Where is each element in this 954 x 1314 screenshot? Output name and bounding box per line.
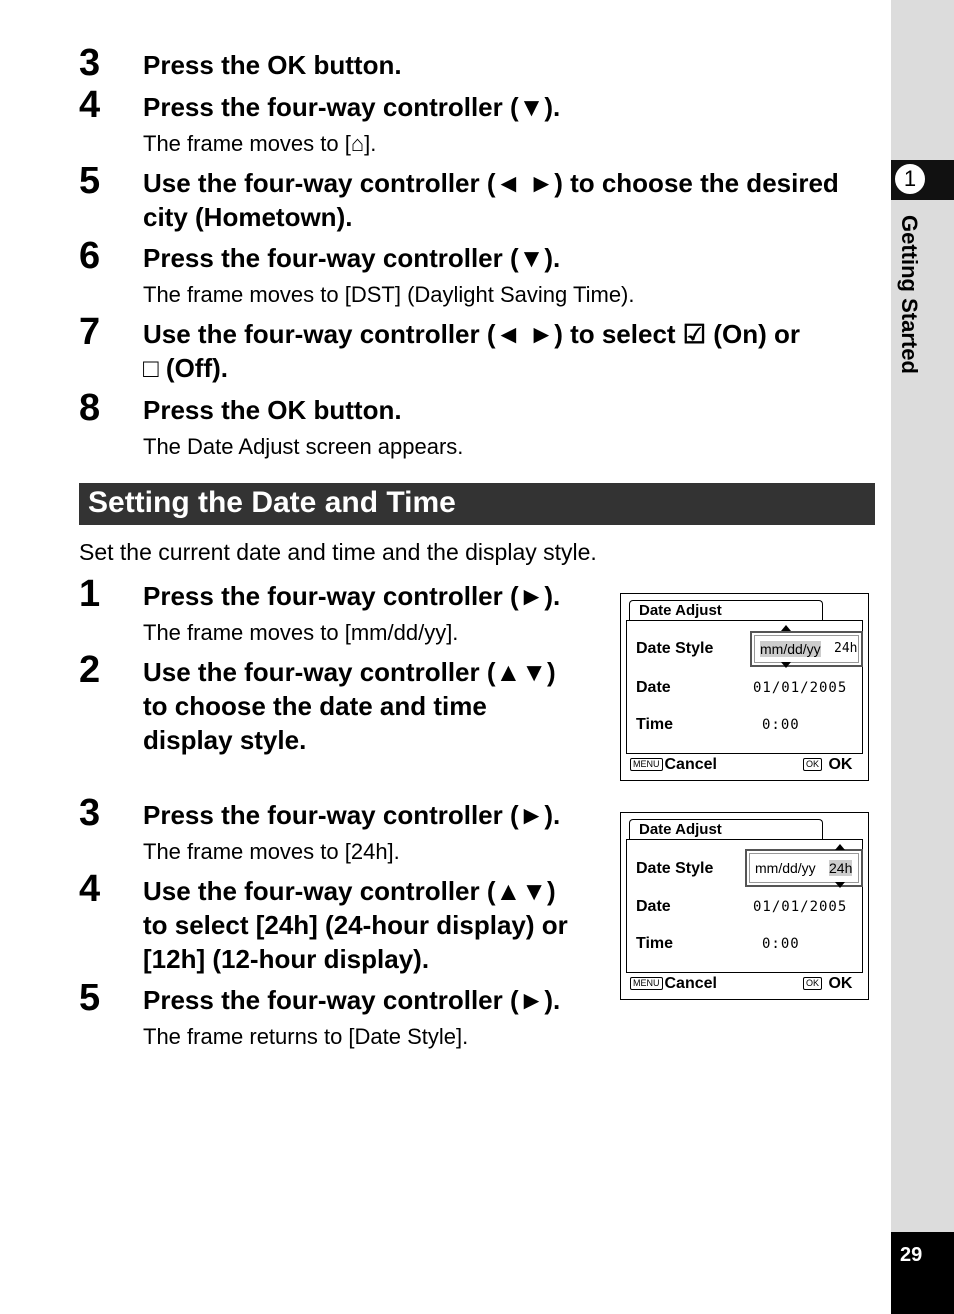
step-title: Use the four-way controller (▲▼)	[143, 876, 556, 906]
time-value: 0:00	[762, 717, 800, 733]
date-style-selector	[750, 631, 863, 667]
step-description: The frame returns to [Date Style].	[143, 1024, 469, 1049]
step-title: Press the four-way controller (►).	[143, 581, 561, 611]
step-number: 3	[79, 792, 101, 834]
ok-label: OK	[828, 975, 853, 992]
ok-key-icon: OK	[803, 977, 822, 990]
step-number: 1	[79, 573, 101, 615]
ok-hint	[803, 756, 852, 774]
time-label: Time	[636, 935, 674, 952]
cancel-label: Cancel	[664, 975, 717, 992]
step-title: Press the OK button.	[143, 50, 402, 80]
step-title: Press the four-way controller (►).	[143, 800, 561, 830]
up-arrow-icon	[781, 625, 791, 631]
down-arrow-icon	[835, 882, 845, 888]
time-label: Time	[636, 716, 674, 733]
step-number: 5	[79, 160, 101, 202]
screen-panel	[626, 839, 863, 973]
page-number: 29	[900, 1244, 923, 1266]
cancel-hint	[630, 756, 717, 774]
date-value: 01/01/2005	[753, 680, 848, 696]
step-title-cont: □ (Off).	[143, 353, 229, 383]
step-number: 8	[79, 387, 101, 429]
step-number: 6	[79, 235, 101, 277]
step-number: 4	[79, 868, 101, 910]
down-arrow-icon	[781, 662, 791, 668]
step-title-cont: display style.	[143, 725, 307, 755]
step-title: Press the four-way controller (▼).	[143, 92, 561, 122]
screen-title: Date Adjust	[629, 819, 823, 839]
step-number: 3	[79, 42, 101, 84]
ok-key-icon: OK	[803, 758, 822, 771]
step-title-cont: to choose the date and time	[143, 691, 487, 721]
format-option: mm/dd/yy	[755, 860, 816, 876]
step-number: 2	[79, 649, 101, 691]
date-adjust-screen-hour	[620, 812, 869, 1000]
section-heading: Setting the Date and Time	[79, 483, 875, 525]
time-value: 0:00	[762, 936, 800, 952]
step-number: 7	[79, 311, 101, 353]
ok-hint	[803, 975, 852, 993]
cancel-label: Cancel	[664, 756, 717, 773]
step-description: The frame moves to [DST] (Daylight Saving Time).	[143, 282, 635, 307]
step-title: Press the OK button.	[143, 395, 402, 425]
up-arrow-icon	[835, 844, 845, 850]
hour-option: 24h	[834, 641, 858, 656]
step-description: The Date Adjust screen appears.	[143, 434, 464, 459]
date-adjust-screen-format	[620, 593, 869, 781]
section-intro: Set the current date and time and the display style.	[79, 539, 597, 565]
chapter-label: Getting Started	[897, 215, 922, 374]
chapter-number: 1	[893, 162, 927, 196]
date-style-selector	[745, 849, 863, 887]
step-description: The frame moves to [⌂].	[143, 131, 377, 156]
step-title: Use the four-way controller (▲▼)	[143, 657, 556, 687]
step-title-cont: to select [24h] (24-hour display) or	[143, 910, 568, 940]
step-title: Press the four-way controller (►).	[143, 985, 561, 1015]
step-description: The frame moves to [24h].	[143, 839, 400, 864]
cancel-hint	[630, 975, 717, 993]
hour-option: 24h	[829, 860, 853, 876]
step-title-cont: [12h] (12-hour display).	[143, 944, 430, 974]
ok-label: OK	[828, 756, 853, 773]
date-style-label: Date Style	[636, 860, 714, 877]
date-style-label: Date Style	[636, 640, 714, 657]
step-title: Press the four-way controller (▼).	[143, 243, 561, 273]
menu-key-icon: MENU	[630, 758, 663, 771]
format-option: mm/dd/yy	[760, 641, 821, 657]
date-label: Date	[636, 679, 671, 696]
step-title: Use the four-way controller (◄ ►) to select ☑ (On) or	[143, 319, 800, 349]
screen-panel	[626, 620, 863, 754]
step-description: The frame moves to [mm/dd/yy].	[143, 620, 459, 645]
menu-key-icon: MENU	[630, 977, 663, 990]
date-label: Date	[636, 898, 671, 915]
step-title: Use the four-way controller (◄ ►) to choose the desired	[143, 168, 839, 198]
screen-title: Date Adjust	[629, 600, 823, 620]
step-number: 5	[79, 977, 101, 1019]
page-number-box	[891, 1232, 954, 1314]
step-number: 4	[79, 84, 101, 126]
date-value: 01/01/2005	[753, 899, 848, 915]
step-title-cont: city (Hometown).	[143, 202, 353, 232]
